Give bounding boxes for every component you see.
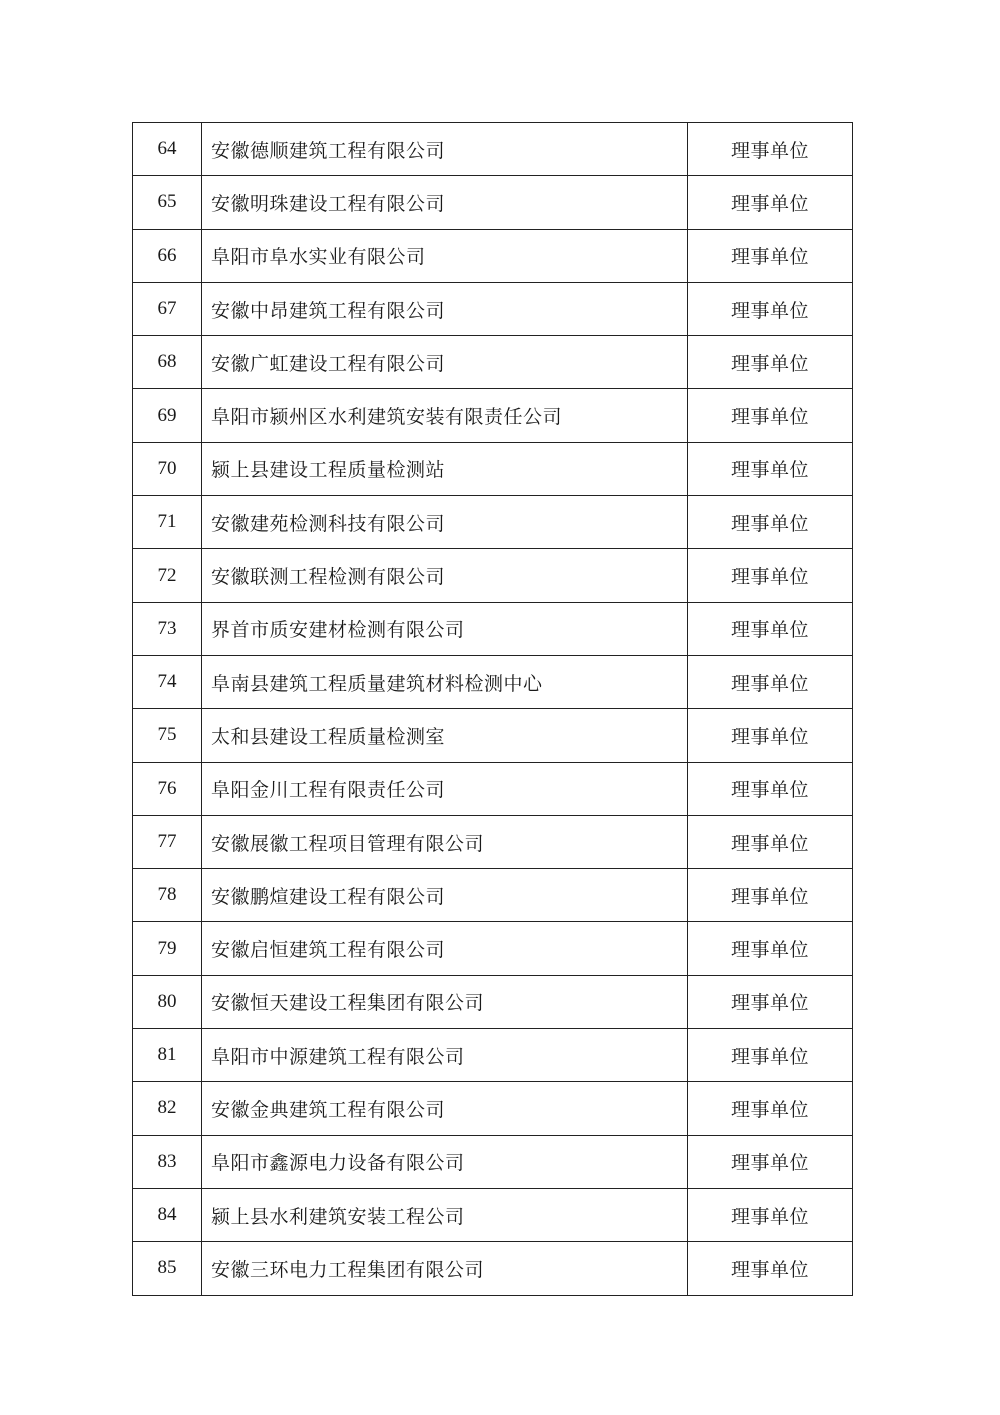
row-number: 78	[133, 869, 202, 922]
company-name: 安徽联测工程检测有限公司	[202, 549, 688, 602]
row-number: 64	[133, 123, 202, 176]
row-number: 65	[133, 176, 202, 229]
company-name: 界首市质安建材检测有限公司	[202, 602, 688, 655]
table-row	[133, 1242, 853, 1295]
company-name: 安徽建苑检测科技有限公司	[202, 496, 688, 549]
table-row	[133, 1135, 853, 1188]
member-type: 理事单位	[688, 1135, 853, 1188]
table-row	[133, 602, 853, 655]
row-number: 81	[133, 1029, 202, 1082]
member-type: 理事单位	[688, 1242, 853, 1295]
company-name: 阜阳市颍州区水利建筑安装有限责任公司	[202, 389, 688, 442]
company-name: 安徽德顺建筑工程有限公司	[202, 123, 688, 176]
member-type: 理事单位	[688, 229, 853, 282]
company-name: 安徽恒天建设工程集团有限公司	[202, 975, 688, 1028]
table-row	[133, 442, 853, 495]
table-row	[133, 709, 853, 762]
table-row	[133, 549, 853, 602]
member-type: 理事单位	[688, 922, 853, 975]
company-name: 安徽展徽工程项目管理有限公司	[202, 815, 688, 868]
member-type: 理事单位	[688, 123, 853, 176]
table-row	[133, 123, 853, 176]
member-type: 理事单位	[688, 869, 853, 922]
row-number: 84	[133, 1188, 202, 1241]
table-row	[133, 389, 853, 442]
company-name: 阜阳市中源建筑工程有限公司	[202, 1029, 688, 1082]
member-table-body	[133, 123, 853, 1296]
table-row	[133, 815, 853, 868]
row-number: 73	[133, 602, 202, 655]
row-number: 70	[133, 442, 202, 495]
member-type: 理事单位	[688, 1082, 853, 1135]
row-number: 68	[133, 336, 202, 389]
member-type: 理事单位	[688, 709, 853, 762]
table-row	[133, 922, 853, 975]
row-number: 69	[133, 389, 202, 442]
row-number: 79	[133, 922, 202, 975]
company-name: 安徽金典建筑工程有限公司	[202, 1082, 688, 1135]
member-type: 理事单位	[688, 282, 853, 335]
table-row	[133, 1188, 853, 1241]
company-name: 安徽明珠建设工程有限公司	[202, 176, 688, 229]
company-name: 阜阳市阜水实业有限公司	[202, 229, 688, 282]
row-number: 72	[133, 549, 202, 602]
row-number: 67	[133, 282, 202, 335]
member-type: 理事单位	[688, 1188, 853, 1241]
member-type: 理事单位	[688, 389, 853, 442]
company-name: 安徽启恒建筑工程有限公司	[202, 922, 688, 975]
company-name: 阜阳金川工程有限责任公司	[202, 762, 688, 815]
member-type: 理事单位	[688, 815, 853, 868]
company-name: 安徽广虹建设工程有限公司	[202, 336, 688, 389]
row-number: 66	[133, 229, 202, 282]
company-name: 安徽鹏煊建设工程有限公司	[202, 869, 688, 922]
table-row	[133, 282, 853, 335]
row-number: 80	[133, 975, 202, 1028]
company-name: 阜阳市鑫源电力设备有限公司	[202, 1135, 688, 1188]
table-row	[133, 762, 853, 815]
member-type: 理事单位	[688, 1029, 853, 1082]
row-number: 85	[133, 1242, 202, 1295]
table-row	[133, 655, 853, 708]
member-type: 理事单位	[688, 496, 853, 549]
company-name: 安徽中昂建筑工程有限公司	[202, 282, 688, 335]
member-type: 理事单位	[688, 762, 853, 815]
row-number: 76	[133, 762, 202, 815]
row-number: 83	[133, 1135, 202, 1188]
member-type: 理事单位	[688, 655, 853, 708]
company-name: 颍上县水利建筑安装工程公司	[202, 1188, 688, 1241]
company-name: 太和县建设工程质量检测室	[202, 709, 688, 762]
table-row	[133, 176, 853, 229]
member-type: 理事单位	[688, 549, 853, 602]
member-table	[132, 122, 853, 1296]
row-number: 75	[133, 709, 202, 762]
row-number: 82	[133, 1082, 202, 1135]
member-type: 理事单位	[688, 442, 853, 495]
table-row	[133, 336, 853, 389]
table-row	[133, 1082, 853, 1135]
table-row	[133, 229, 853, 282]
company-name: 阜南县建筑工程质量建筑材料检测中心	[202, 655, 688, 708]
company-name: 颍上县建设工程质量检测站	[202, 442, 688, 495]
member-type: 理事单位	[688, 176, 853, 229]
row-number: 74	[133, 655, 202, 708]
company-name: 安徽三环电力工程集团有限公司	[202, 1242, 688, 1295]
table-row	[133, 975, 853, 1028]
member-type: 理事单位	[688, 336, 853, 389]
row-number: 71	[133, 496, 202, 549]
member-type: 理事单位	[688, 602, 853, 655]
member-type: 理事单位	[688, 975, 853, 1028]
table-row	[133, 869, 853, 922]
table-row	[133, 1029, 853, 1082]
table-row	[133, 496, 853, 549]
row-number: 77	[133, 815, 202, 868]
